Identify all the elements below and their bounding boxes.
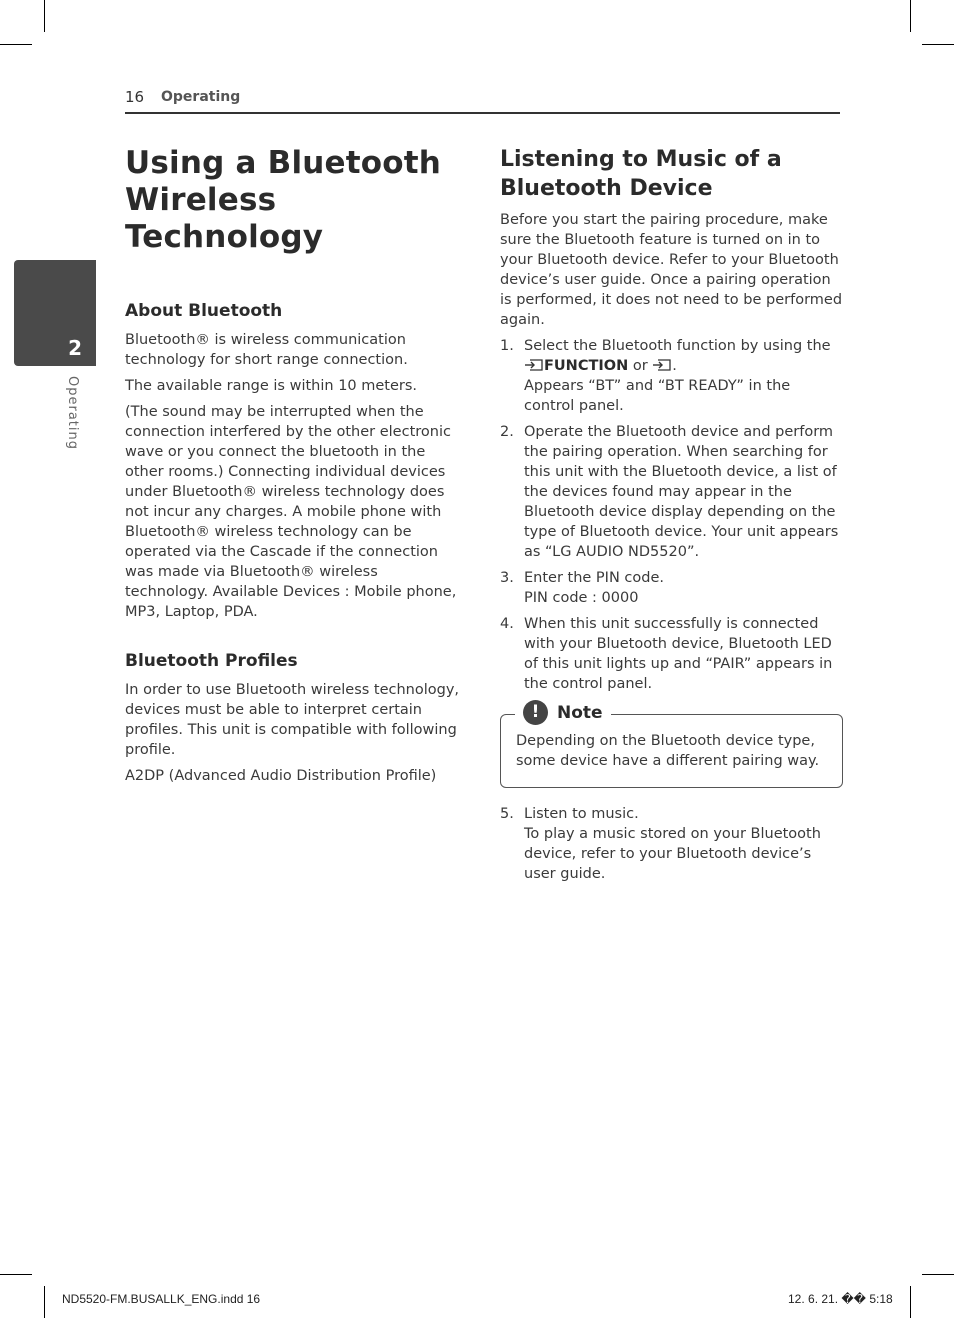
- note-title: Note: [557, 702, 603, 723]
- crop-mark: [0, 1274, 32, 1275]
- steps-list: [500, 804, 843, 884]
- crop-mark: [44, 1286, 45, 1318]
- step-number: 3.: [500, 570, 514, 586]
- step-text: Enter the PIN code.: [524, 570, 664, 586]
- list-item: [500, 336, 843, 416]
- crop-mark: [922, 1274, 954, 1275]
- step-number: 1.: [500, 338, 514, 354]
- running-header: [125, 86, 840, 114]
- crop-mark: [0, 44, 32, 45]
- page-number: 16: [125, 88, 145, 106]
- title-line: Using a Bluetooth: [125, 145, 442, 181]
- chapter-number: 2: [68, 336, 82, 360]
- step-number: 4.: [500, 616, 514, 632]
- footer-date: 12. 6. 21. �� 5:18: [788, 1292, 893, 1306]
- step-number: 5.: [500, 806, 514, 822]
- right-column: [500, 145, 843, 890]
- exclamation-icon: !: [523, 700, 548, 725]
- step-text: Select the Bluetooth function by using the: [524, 338, 831, 354]
- chapter-tab: [14, 260, 96, 366]
- list-item: [500, 804, 843, 884]
- step-subtext: To play a music stored on your Bluetooth device, refer to your Bluetooth device’s user guide.: [524, 826, 821, 882]
- chapter-label: Operating: [65, 376, 80, 450]
- step-text: When this unit successfully is connected with your Bluetooth device, Bluetooth LED of this unit lights up and “PAIR” appears in the control panel.: [524, 616, 833, 692]
- header-section: Operating: [161, 89, 241, 105]
- note-header: [515, 700, 611, 725]
- profiles-paragraph: A2DP (Advanced Audio Distribution Profile): [125, 768, 437, 784]
- step-number: 2.: [500, 424, 514, 440]
- crop-mark: [44, 0, 45, 32]
- list-item: [500, 568, 843, 608]
- about-heading: About Bluetooth: [125, 301, 283, 321]
- left-column: [125, 145, 465, 792]
- section-heading: [500, 145, 843, 203]
- page-title: [125, 145, 465, 256]
- about-paragraph: Bluetooth® is wireless communication technology for short range connection.: [125, 332, 408, 368]
- steps-list: [500, 336, 843, 694]
- step-subtext: Appears “BT” and “BT READY” in the control panel.: [524, 378, 791, 414]
- step-text: .: [672, 358, 677, 374]
- crop-mark: [922, 44, 954, 45]
- profiles-paragraph: In order to use Bluetooth wireless technology, devices must be able to interpret certain profiles. This unit is compatible with following profile.: [125, 682, 460, 758]
- footer-file: ND5520-FM.BUSALLK_ENG.indd 16: [62, 1292, 261, 1306]
- input-arrow-icon: [652, 359, 672, 371]
- crop-mark: [910, 1286, 911, 1318]
- list-item: [500, 614, 843, 694]
- function-label: FUNCTION: [544, 358, 629, 374]
- intro-paragraph: Before you start the pairing procedure, make sure the Bluetooth feature is turned on in to your Bluetooth device. Refer to your Bluetooth device’s user guide. Once a pairing operation is performed, it does not need to be performed again.: [500, 212, 843, 328]
- heading-line: Listening to Music of a: [500, 147, 782, 172]
- crop-mark: [910, 0, 911, 32]
- step-subtext: PIN code : 0000: [524, 590, 639, 606]
- title-line: Wireless Technology: [125, 182, 324, 255]
- note-box: [500, 702, 843, 788]
- step-text: or: [632, 358, 648, 374]
- about-paragraph: The available range is within 10 meters.: [125, 378, 418, 394]
- note-text: Depending on the Bluetooth device type, some device have a different pairing way.: [516, 733, 820, 769]
- heading-line: Bluetooth Device: [500, 176, 713, 201]
- step-text: Operate the Bluetooth device and perform the pairing operation. When searching for this unit with the Bluetooth device, a list of the devices found may appear in the Bluetooth device display depending on the type of Bluetooth device. Your unit appears as “LG AUDIO ND5520”.: [524, 424, 839, 560]
- about-paragraph: (The sound may be interrupted when the connection interfered by the other electronic wave or you connect the bluetooth in the other rooms.) Connecting individual devices under Bluetooth® wireless technology does not incur any charges. A mobile phone with Bluetooth® wireless technology can be operated via the Cascade if the connection was made via Bluetooth® wireless technology. Available Devices : Mobile phone, MP3, Laptop, PDA.: [125, 404, 457, 620]
- input-arrow-icon: [524, 359, 544, 371]
- list-item: [500, 422, 843, 562]
- profiles-heading: Bluetooth Profiles: [125, 651, 298, 671]
- step-text: Listen to music.: [524, 806, 639, 822]
